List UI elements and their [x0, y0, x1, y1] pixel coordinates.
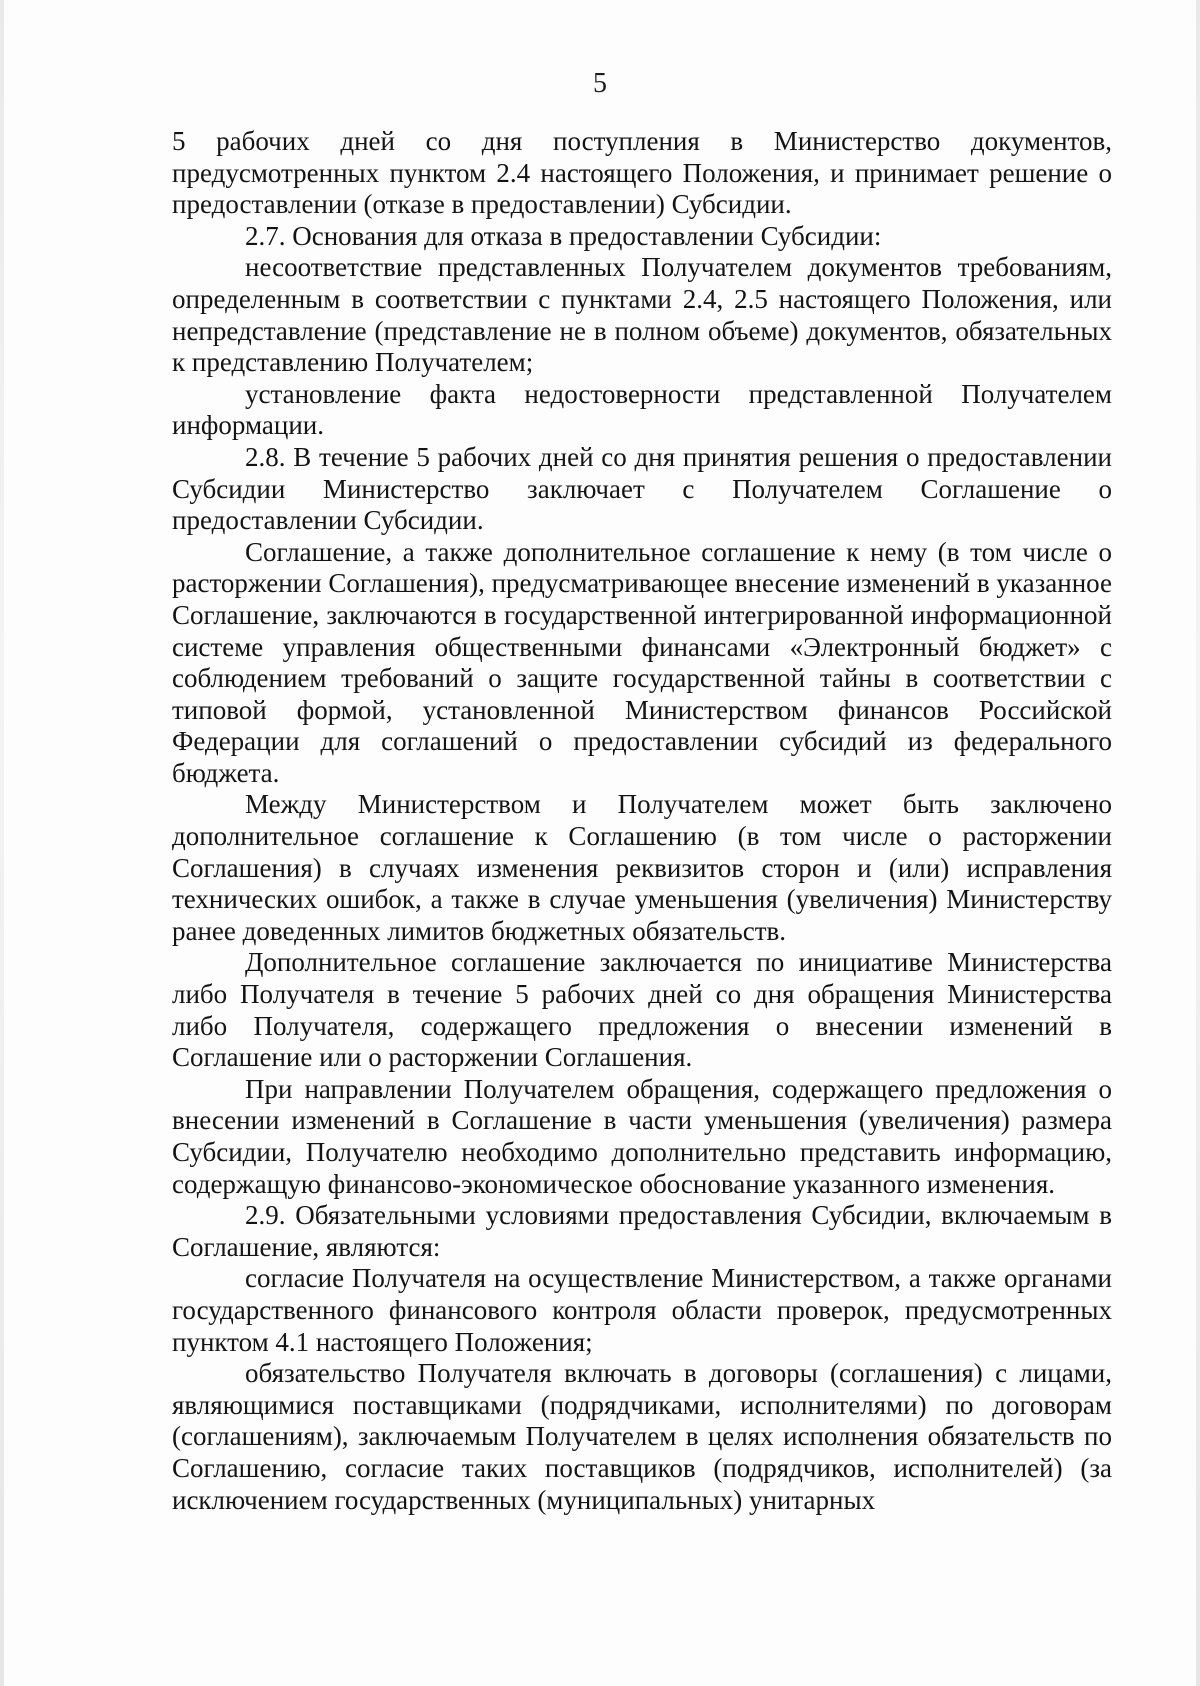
page-number: 5 [593, 68, 607, 99]
paragraph: Между Министерством и Получателем может быть заключено дополнительное соглашение к Соглашению (в том числе о расторжении Соглашения) в случаях изменения реквизитов сторон и (или) исправления технических ошибок, а также в случае уменьшения (увеличения) Министерству ранее доведенных лимитов бюджетных обязательств. [172, 789, 1112, 946]
scan-edge-right [1196, 0, 1200, 1686]
paragraph: обязательство Получателя включать в договоры (соглашения) с лицами, являющимися поставщиками (подрядчиками, исполнителями) по договорам (соглашениям), заключаемым Получателем в целях исполнения обязательств по Соглашению, согласие таких поставщиков (подрядчиков, исполнителей) (за исключением государственных (муниципальных) унитарных [172, 1358, 1112, 1515]
paragraph: 2.9. Обязательными условиями предоставления Субсидии, включаемым в Соглашение, являются: [172, 1200, 1112, 1262]
paragraph: 5 рабочих дней со дня поступления в Министерство документов, предусмотренных пунктом 2.4 настоящего Положения, и принимает решение о предоставлении (отказе в предоставлении) Субсидии. [172, 126, 1112, 220]
document-body [172, 126, 1112, 1516]
paragraph: 2.8. В течение 5 рабочих дней со дня принятия решения о предоставлении Субсидии Министерство заключает с Получателем Соглашение о предоставлении Субсидии. [172, 441, 1112, 536]
paragraph: Дополнительное соглашение заключается по инициативе Министерства либо Получателя в течение 5 рабочих дней со дня обращения Министерства либо Получателя, содержащего предложения о внесении изменений в Соглашение или о расторжении Соглашения. [172, 947, 1112, 1073]
paragraph: установление факта недостоверности представленной Получателем информации. [172, 378, 1112, 441]
paragraph: При направлении Получателем обращения, содержащего предложения о внесении изменений в Соглашение в части уменьшения (увеличения) размера Субсидии, Получателю необходимо дополнительно представить информацию, содержащую финансово-экономическое обоснование указанного изменения. [172, 1073, 1112, 1199]
scan-edge-left [0, 0, 4, 1686]
paragraph: несоответствие представленных Получателем документов требованиям, определенным в соответствии с пунктами 2.4, 2.5 настоящего Положения, или непредставление (представление не в полном объеме) документов, обязательных к представлению Получателем; [172, 252, 1112, 378]
paragraph: согласие Получателя на осуществление Министерством, а также органами государственного финансового контроля области проверок, предусмотренных пунктом 4.1 настоящего Положения; [172, 1263, 1112, 1357]
paragraph: 2.7. Основания для отказа в предоставлении Субсидии: [245, 220, 882, 251]
paragraph: Соглашение, а также дополнительное соглашение к нему (в том числе о расторжении Соглашения), предусматривающее внесение изменений в указанное Соглашение, заключаются в государственной интегрированной информационной системе управления общественными финансами «Электронный бюджет» с соблюдением требований о защите государственной тайны в соответствии с типовой формой, установленной Министерством финансов Российской Федерации для соглашений о предоставлении субсидий из федерального бюджета. [172, 536, 1112, 788]
